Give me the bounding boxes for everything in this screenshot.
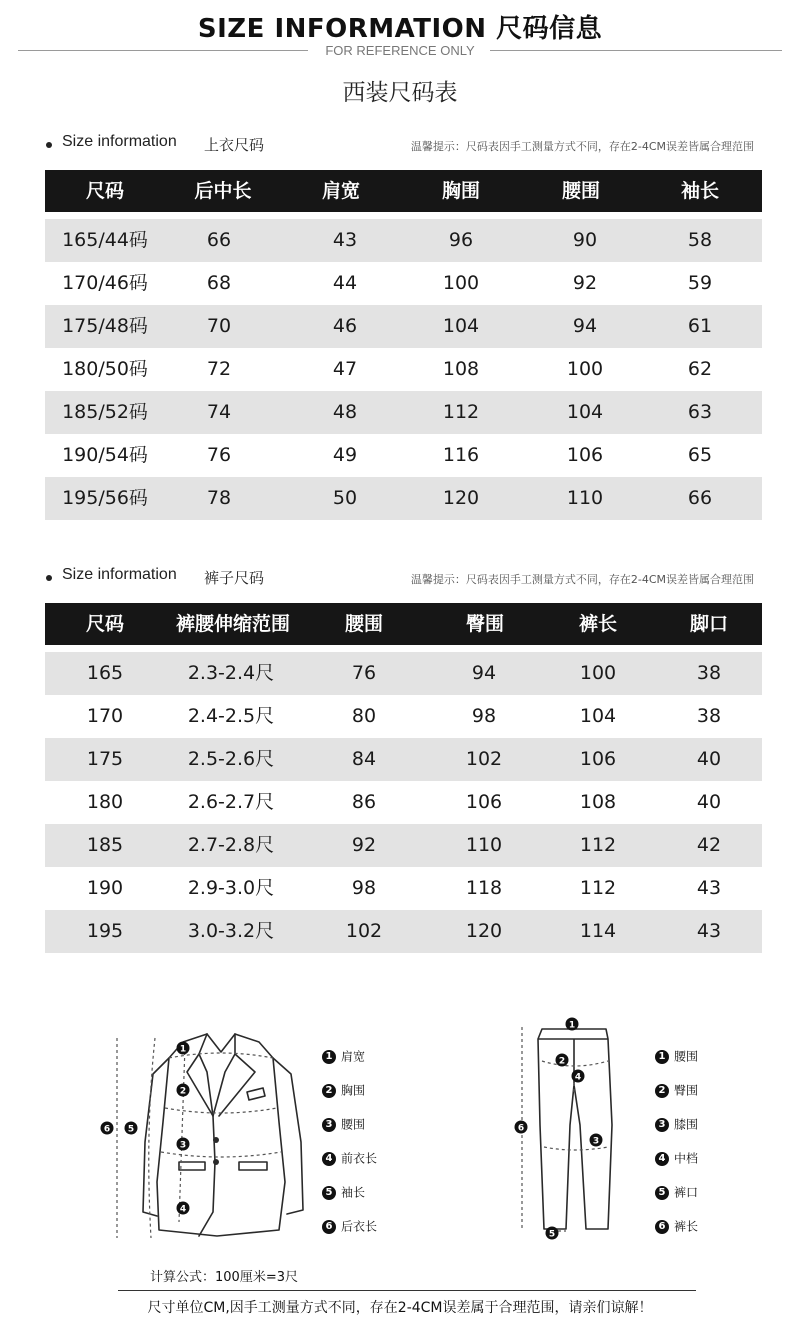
pants-table-cell: 3.0-3.2尺 (187, 920, 275, 942)
svg-text:5: 5 (127, 1124, 135, 1135)
pants-table-cell: 112 (579, 834, 617, 856)
pants-legend-item (655, 1183, 698, 1217)
pants-legend-label: 裤口 (674, 1185, 699, 1200)
pants-table-cell: 43 (696, 877, 722, 899)
pants-table-cell: 40 (696, 791, 722, 813)
jacket-table-cell: 70 (206, 315, 232, 337)
jacket-table-cell: 50 (332, 487, 358, 509)
jacket-table-cell: 100 (442, 272, 480, 294)
pants-table-cell: 118 (465, 877, 503, 899)
page-subtitle: FOR REFERENCE ONLY (325, 43, 475, 58)
jacket-table-cell: 61 (687, 315, 713, 337)
bullet-icon (46, 142, 52, 148)
pants-section-label-cn: 裤子尺码 (204, 569, 265, 587)
jacket-table-cell: 78 (206, 487, 232, 509)
jacket-table-cell: 190/54码 (62, 444, 148, 466)
svg-text:4: 4 (179, 1204, 187, 1215)
pants-table-cell: 170 (86, 705, 124, 727)
pants-table-cell: 43 (696, 920, 722, 942)
number-badge-icon: 3 (322, 1118, 336, 1132)
pants-legend-label: 腰围 (674, 1049, 699, 1064)
number-badge-icon: 6 (655, 1220, 669, 1234)
jacket-table-cell: 96 (448, 229, 474, 251)
jacket-column-header: 尺码 (85, 180, 124, 202)
jacket-callouts (101, 1042, 190, 1215)
jacket-table-cell: 72 (206, 358, 232, 380)
pants-table-cell: 165 (86, 662, 124, 684)
jacket-table-row (45, 348, 762, 391)
jacket-legend-item (322, 1183, 377, 1217)
header-gap (45, 212, 762, 219)
pants-column-header: 裤长 (578, 613, 617, 635)
svg-text:5: 5 (548, 1229, 556, 1240)
jacket-table-cell: 92 (572, 272, 598, 294)
jacket-column-header: 胸围 (441, 180, 480, 202)
jacket-table-cell: 185/52码 (62, 401, 148, 423)
svg-text:3: 3 (592, 1136, 600, 1147)
pants-table-cell: 190 (86, 877, 124, 899)
jacket-table-cell: 106 (566, 444, 604, 466)
pants-table-cell: 98 (351, 877, 377, 899)
jacket-table-row (45, 219, 762, 262)
pants-table-cell: 2.6-2.7尺 (187, 791, 275, 813)
pants-table-header (45, 603, 762, 645)
page-title: SIZE INFORMATION 尺码信息 (197, 14, 603, 44)
pants-legend-label: 中档 (674, 1151, 699, 1166)
number-badge-icon: 5 (655, 1186, 669, 1200)
pants-table-cell: 106 (579, 748, 617, 770)
jacket-table-cell: 63 (687, 401, 713, 423)
jacket-table-cell: 170/46码 (62, 272, 148, 294)
pants-table-cell: 106 (465, 791, 503, 813)
jacket-legend-item (322, 1081, 377, 1115)
jacket-table-cell: 68 (206, 272, 232, 294)
pants-table-cell: 102 (345, 920, 383, 942)
jacket-legend-item (322, 1115, 377, 1149)
number-badge-icon: 4 (655, 1152, 669, 1166)
number-badge-icon: 3 (655, 1118, 669, 1132)
jacket-legend-label: 胸围 (341, 1083, 366, 1098)
header-gap (45, 645, 762, 652)
svg-text:4: 4 (574, 1072, 582, 1083)
jacket-table-header (45, 170, 762, 212)
pants-table-cell: 84 (351, 748, 377, 770)
pants-column-header: 腰围 (344, 613, 383, 635)
svg-text:2: 2 (179, 1086, 187, 1097)
pants-table-cell: 38 (696, 705, 722, 727)
number-badge-icon: 1 (655, 1050, 669, 1064)
title-rule-right (490, 50, 782, 51)
jacket-table-cell: 165/44码 (62, 229, 148, 251)
jacket-table-row (45, 477, 762, 520)
jacket-table-cell: 65 (687, 444, 713, 466)
pants-legend-label: 臀围 (674, 1083, 699, 1098)
pants-column-header: 臀围 (465, 613, 504, 635)
svg-text:1: 1 (179, 1044, 187, 1055)
jacket-legend-label: 前衣长 (341, 1151, 378, 1166)
pants-legend-label: 裤长 (674, 1219, 699, 1234)
pants-table-cell: 120 (465, 920, 503, 942)
jacket-column-header: 袖长 (680, 180, 719, 202)
jacket-table-cell: 120 (442, 487, 480, 509)
pants-size-table (45, 603, 762, 953)
pants-table-cell: 2.9-3.0尺 (187, 877, 275, 899)
pants-table-row (45, 781, 762, 824)
pants-table-cell: 2.3-2.4尺 (187, 662, 275, 684)
number-badge-icon: 6 (322, 1220, 336, 1234)
pants-table-cell: 185 (86, 834, 124, 856)
jacket-table-cell: 66 (687, 487, 713, 509)
jacket-legend-label: 后衣长 (341, 1219, 378, 1234)
pants-table-row (45, 910, 762, 953)
jacket-table-cell: 48 (332, 401, 358, 423)
number-badge-icon: 2 (655, 1084, 669, 1098)
pants-column-header: 裤腰伸缩范围 (175, 613, 290, 635)
pants-table-cell: 86 (351, 791, 377, 813)
pants-table-cell: 195 (86, 920, 124, 942)
jacket-table-cell: 108 (442, 358, 480, 380)
jacket-table-cell: 62 (687, 358, 713, 380)
pants-table-cell: 42 (696, 834, 722, 856)
pants-table-cell: 104 (579, 705, 617, 727)
pants-legend-item (655, 1115, 698, 1149)
pants-table-cell: 108 (579, 791, 617, 813)
pants-table-cell: 98 (471, 705, 497, 727)
jacket-table-row (45, 434, 762, 477)
pants-table-cell: 112 (579, 877, 617, 899)
pants-legend-item (655, 1149, 698, 1183)
pants-table-row (45, 824, 762, 867)
pants-table-cell: 110 (465, 834, 503, 856)
svg-text:2: 2 (558, 1056, 566, 1067)
pants-table-cell: 2.5-2.6尺 (187, 748, 275, 770)
svg-text:6: 6 (103, 1124, 111, 1135)
jacket-table-cell: 175/48码 (62, 315, 148, 337)
svg-text:1: 1 (568, 1020, 576, 1031)
jacket-table-cell: 59 (687, 272, 713, 294)
jacket-table-cell: 47 (332, 358, 358, 380)
jacket-table-cell: 44 (332, 272, 358, 294)
jacket-size-table (45, 170, 762, 520)
pants-table-cell: 76 (351, 662, 377, 684)
pants-table-row (45, 867, 762, 910)
pants-table-row (45, 652, 762, 695)
pants-table-cell: 175 (86, 748, 124, 770)
jacket-legend (322, 1047, 377, 1251)
pants-table-cell: 180 (86, 791, 124, 813)
svg-text:6: 6 (517, 1123, 525, 1134)
jacket-column-header: 肩宽 (321, 180, 360, 202)
pants-legend-item (655, 1217, 698, 1251)
footer-note: 尺寸单位CM,因手工测量方式不同，存在2-4CM误差属于合理范围，请亲们谅解！ (147, 1300, 653, 1316)
pants-table-row (45, 695, 762, 738)
jacket-diagram (95, 1012, 325, 1250)
jacket-legend-item (322, 1217, 377, 1251)
pants-table-cell: 100 (579, 662, 617, 684)
jacket-table-cell: 180/50码 (62, 358, 148, 380)
number-badge-icon: 4 (322, 1152, 336, 1166)
pants-section-header (46, 566, 762, 590)
jacket-table-cell: 90 (572, 229, 598, 251)
jacket-column-header: 腰围 (561, 180, 600, 202)
footer-divider (118, 1290, 696, 1291)
jacket-table-cell: 110 (566, 487, 604, 509)
jacket-table-cell: 49 (332, 444, 358, 466)
pants-table-cell: 114 (579, 920, 617, 942)
jacket-legend-label: 肩宽 (341, 1049, 366, 1064)
pants-table-cell: 92 (351, 834, 377, 856)
pants-section-label: Size information (62, 566, 177, 583)
jacket-section-label-cn: 上衣尺码 (204, 136, 265, 154)
jacket-legend-item (322, 1149, 377, 1183)
pants-table-cell: 80 (351, 705, 377, 727)
page-header (0, 0, 800, 110)
jacket-table-cell: 94 (572, 315, 598, 337)
pants-callouts (515, 1018, 603, 1240)
jacket-measure-tip: 温馨提示：尺码表因手工测量方式不同，存在2-4CM误差皆属合理范围 (410, 140, 754, 153)
jacket-table-cell: 104 (566, 401, 604, 423)
pants-column-header: 脚口 (689, 613, 728, 635)
pants-table-cell: 40 (696, 748, 722, 770)
pants-legend (655, 1047, 698, 1251)
jacket-table-row (45, 305, 762, 348)
pants-legend-item (655, 1047, 698, 1081)
jacket-table-cell: 66 (206, 229, 232, 251)
jacket-table-cell: 43 (332, 229, 358, 251)
jacket-legend-label: 腰围 (341, 1117, 366, 1132)
jacket-table-row (45, 391, 762, 434)
unit-formula: 计算公式：100厘米=3尺 (150, 1270, 298, 1285)
pants-column-header: 尺码 (85, 613, 124, 635)
bullet-icon (46, 575, 52, 581)
jacket-table-cell: 195/56码 (62, 487, 148, 509)
jacket-column-header: 后中长 (194, 180, 252, 202)
jacket-table-cell: 112 (442, 401, 480, 423)
number-badge-icon: 5 (322, 1186, 336, 1200)
pants-diagram (508, 1015, 638, 1243)
jacket-table-row (45, 262, 762, 305)
jacket-legend-item (322, 1047, 377, 1081)
number-badge-icon: 2 (322, 1084, 336, 1098)
jacket-legend-label: 袖长 (341, 1185, 366, 1200)
pants-table-cell: 102 (465, 748, 503, 770)
pants-table-cell: 2.4-2.5尺 (187, 705, 275, 727)
pants-measure-tip: 温馨提示：尺码表因手工测量方式不同，存在2-4CM误差皆属合理范围 (410, 573, 754, 586)
pants-table-row (45, 738, 762, 781)
jacket-section-header (46, 133, 762, 157)
pants-table-cell: 38 (696, 662, 722, 684)
jacket-table-cell: 104 (442, 315, 480, 337)
jacket-section-label: Size information (62, 133, 177, 150)
jacket-table-cell: 74 (206, 401, 232, 423)
table-title: 西装尺码表 (342, 80, 458, 106)
svg-text:3: 3 (179, 1140, 187, 1151)
pants-legend-label: 膝围 (674, 1117, 699, 1132)
pants-table-cell: 94 (471, 662, 497, 684)
pants-table-cell: 2.7-2.8尺 (187, 834, 275, 856)
number-badge-icon: 1 (322, 1050, 336, 1064)
jacket-table-cell: 116 (442, 444, 480, 466)
jacket-table-cell: 76 (206, 444, 232, 466)
jacket-table-cell: 58 (687, 229, 713, 251)
pants-legend-item (655, 1081, 698, 1115)
jacket-table-cell: 46 (332, 315, 358, 337)
jacket-table-cell: 100 (566, 358, 604, 380)
